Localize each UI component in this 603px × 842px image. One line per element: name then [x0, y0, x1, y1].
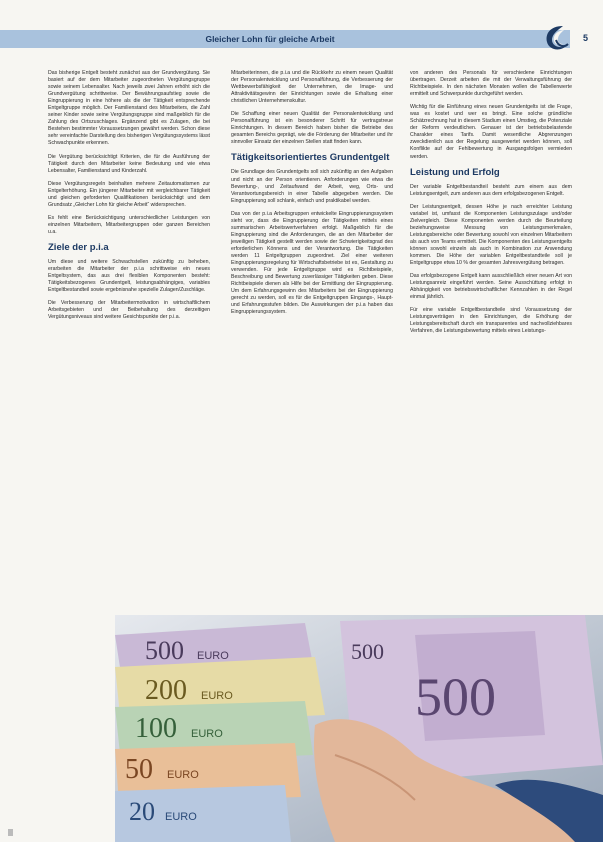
paragraph: Die Grundlage des Grundentgelts soll sich zukünftig an den Aufgaben und nicht an der Person orientieren. Anforderungen wie etwa die Bewertung-, und Zeitaufwand der Arbeit, weg, Orts- und Verantwortungsbereich in einer Tabelle abgegeben werden. Die Eingruppierung soll schlank, einfach und praktikabel werden.: [231, 169, 393, 204]
paragraph: Der variable Entgeltbestandteil besteht zum einem aus dem Leistungsentgelt, zum anderen aus dem erfolgsbezogenen Entgelt.: [410, 183, 572, 197]
paragraph: von anderen des Personals für verschiedene Einrichtungen übertragen. Derzeit arbeiten die mit der Verwaltungsführung der Richtbeispiele. In den nächsten Monaten wollen die Tabellenwerte ermittelt und Schwerpunkte durchgeführt werden.: [410, 70, 572, 98]
section-heading: Ziele der p.i.a: [48, 241, 109, 253]
euro-banknotes-photo: [115, 615, 603, 842]
paragraph: Das bisherige Entgelt besteht zunächst aus der Grundvergütung. Sie basiert auf der dem Mitarbeiter zugeordneten Vergütungsgruppe sowie seinem Lebensalter. Nach jeweils zwei Jahren erhöht sich die Grundvergütung schrittweise. Der Bewährungsaufstieg sowie die Eingruppierung in eine höhere als die der Tätigkeit entsprechende Entgeltgruppe möglich. Der Familienstand des Mitarbeiters, die Zahl seiner Kinder sowie seine Vergütungsgruppe sind maßgeblich für die Zahlung des Ortszuschlages. Ergänzend gibt es Zulagen, die bei Bestehen bestimmter Voraussetzungen gewährt werden. Schon diese sehr vereinfachte Darstellung des bisherigen Vergütungssystems lässt Schwachpunkte erkennen.: [48, 70, 210, 147]
header-title: Gleicher Lohn für gleiche Arbeit: [205, 34, 335, 44]
paragraph: Das von der p.i.a Arbeitsgruppen entwickelte Eingruppierungssystem sieht vor, dass die Eingruppierung der Tätigkeiten mittels eines summarischen Arbeitswertverfahren erfolgt. Maßgeblich für die Eingruppierung sind die Anforderungen, die an den Mitarbeiter der jeweiligen Tätigkeit gestellt werden sowie der Schwierigkeitsgrad des erforderlichen Könnens und der Verantwortung. Die Tätigkeiten werden 11 Entgeltgruppen zugeordnet. Ziel einer weiteren Eingruppierungsregelung für Wirtschaftsbetriebe ist es, Gestaltung zu verwenden. Für jede Entgeltgruppe wird es Richtbeispiele, Beschreibung und Bewertung zuverlässiger Tätigkeiten geben. Diese Richtbeispiele dienen als Hilfe bei der Ermittlung der Eingruppierung. Um dem Erfahrungsgewinn des Mitarbeiters bei der Eingruppierung gerecht zu werden, soll es für die Entgeltgruppen Eingangs-, Haupt- und Erfahrungsstufen bilden. Die Auswirkungen der p.i.a haben das Eingruppierungssystem.: [231, 210, 393, 316]
note-unit: EURO: [201, 690, 233, 702]
note-value: 500: [145, 636, 184, 665]
note-value: 50: [125, 754, 153, 785]
paragraph: Diese Vergütungsregeln beinhalten mehrere Zeitautomatismen zur Entgelterhöhung. Ein jüngerer Mitarbeiter mit vergleichbarer Tätigkeit und gleichen geforderten Qualifikationen berücksichtigt und dem Grundsatz „Gleicher Lohn für gleiche Arbeit“ widersprechen.: [48, 180, 210, 208]
page-number: 5: [583, 33, 589, 43]
note-unit: EURO: [165, 811, 197, 823]
note-unit: EURO: [197, 650, 229, 662]
section-heading: Tätigkeitsorientiertes Grundentgelt: [231, 152, 390, 164]
note-unit: EURO: [191, 728, 223, 740]
paragraph: Die Vergütung berücksichtigt Kriterien, die für die Ausführung der Tätigkeit durch den Mitarbeiter keine Bedeutung und wie etwa Lebensalter, Familienstand und Kinderzahl.: [48, 153, 210, 174]
paragraph: Die Verbesserung der Mitarbeitermotivation in wirtschaftlichem Arbeitsgebieten und der Beibehaltung des derzeitigen Vergütungsniveaus sind weitere Gesichtspunkte der p.i.a.: [48, 300, 210, 321]
note-value: 200: [145, 675, 187, 706]
paragraph: Mitarbeiterinnen, die p.i.a und die Rückkehr zu einem neuen Qualität der Personalentwicklung und Personalführung, die Verbesserung der Wettbewerbsfähigkeit der Unternehmen, die Image- und Attraktivitätsgewinn der Einrichtungen sowie die Erhaltung einer christlichen Unternehmenskultur.: [231, 70, 393, 105]
ribbon-logo-icon: [540, 22, 574, 56]
paragraph: Es fehlt eine Berücksichtigung unterschiedlicher Leistungen von einzelnen Mitarbeitern, Mitarbeitergruppen oder ganzen Bereichen u.a.: [48, 214, 210, 235]
page-marker: [8, 829, 13, 836]
text-column-2: [231, 70, 393, 322]
paragraph: Für eine variable Entgeltbestandteile sind Voraussetzung der Leistungsverträgen in den Einrichtungen, die Erhöhung der Leistungsbereitschaft durch ein transparentes und nachvollziehbares Verfahren, die Leistungsbewertung mittels eines Leistungs-: [410, 307, 572, 335]
paragraph: Die Schaffung einer neuen Qualität der Personalentwicklung und Personalführung ist ein besonderer Schritt für vertragstreue Einrichtungen. In diesem Bereich haben bisher die Betriebe des gesamten Bereichs geprägt, wie die Förderung der Mitarbeiter und ihr sinnvoller Einsatz der einzelnen Stellen statt finden kann.: [231, 111, 393, 146]
note-value: 100: [135, 713, 177, 744]
paragraph: Wichtig für die Einführung eines neuen Grundentgelts ist die Frage, was es kostet und wer es bringt. Eine solche gründliche Schätzrechnung hat in diesem Stadium einen Umstieg, die Potenziale der Reform verdeutlichen. Genauer ist der betriebsbelastende Charakter eines Tarifs. Damit wesentliche Abgrenzungen zweckdienlich aus der Regelung ausgewertet werden können, soll Konflikte auf der Fehlbewertung in Ausgangsfolgen vermieden werden.: [410, 104, 572, 160]
section-heading: Leistung und Erfolg: [410, 166, 500, 178]
note-value-large: 500: [415, 667, 496, 727]
note-value: 500: [351, 639, 384, 664]
paragraph: Der Leistungsentgelt, dessen Höhe je nach erreichter Leistung variabel ist, umfasst die Komponenten Leistungszulage und/oder Zielvergleich. Diese Komponenten werden durch die Beurteilung beziehungsweise Messung von Leistungsmerkmalen, Leistungsbereiche oder Bewertung sowohl von einzelnen Mitarbeitern als auch von Teams ermittelt. Die Komponenten des Leistungsentgelts können sowohl einzeln als auch in Kombination zur Anwendung kommen. Die Höhe der variablen Entgeltbestandteile soll je Entgeltgruppe etwa 10 % der gesamten Jahresvergütung betragen.: [410, 203, 572, 267]
paragraph: Das erfolgsbezogene Entgelt kann ausschließlich einer neuen Art von Leistungsanreiz eingeführt werden. Seine Ausschüttung erfolgt in Abhängigkeit von betriebswirtschaftlicher Kennzahlen in der Regel einmal jährlich.: [410, 273, 572, 301]
banknote-20: [115, 785, 291, 842]
note-unit: EURO: [167, 769, 199, 781]
paragraph: Um diese und weitere Schwachstellen zukünftig zu beheben, erarbeiten die Mitarbeiter der p.i.a schrittweise ein neues Entgeltsystem, das aus drei flexiblen Komponenten besteht: Tätigkeitsbezogenes Grundentgelt, leistungsabhängiges, variables Entgeltbestandteil sowie ergebnisnahe spezielle Zulagen/Zuschläge.: [48, 258, 210, 294]
note-value: 20: [129, 797, 155, 826]
text-column-3: [410, 70, 572, 341]
text-column-1: [48, 70, 210, 327]
